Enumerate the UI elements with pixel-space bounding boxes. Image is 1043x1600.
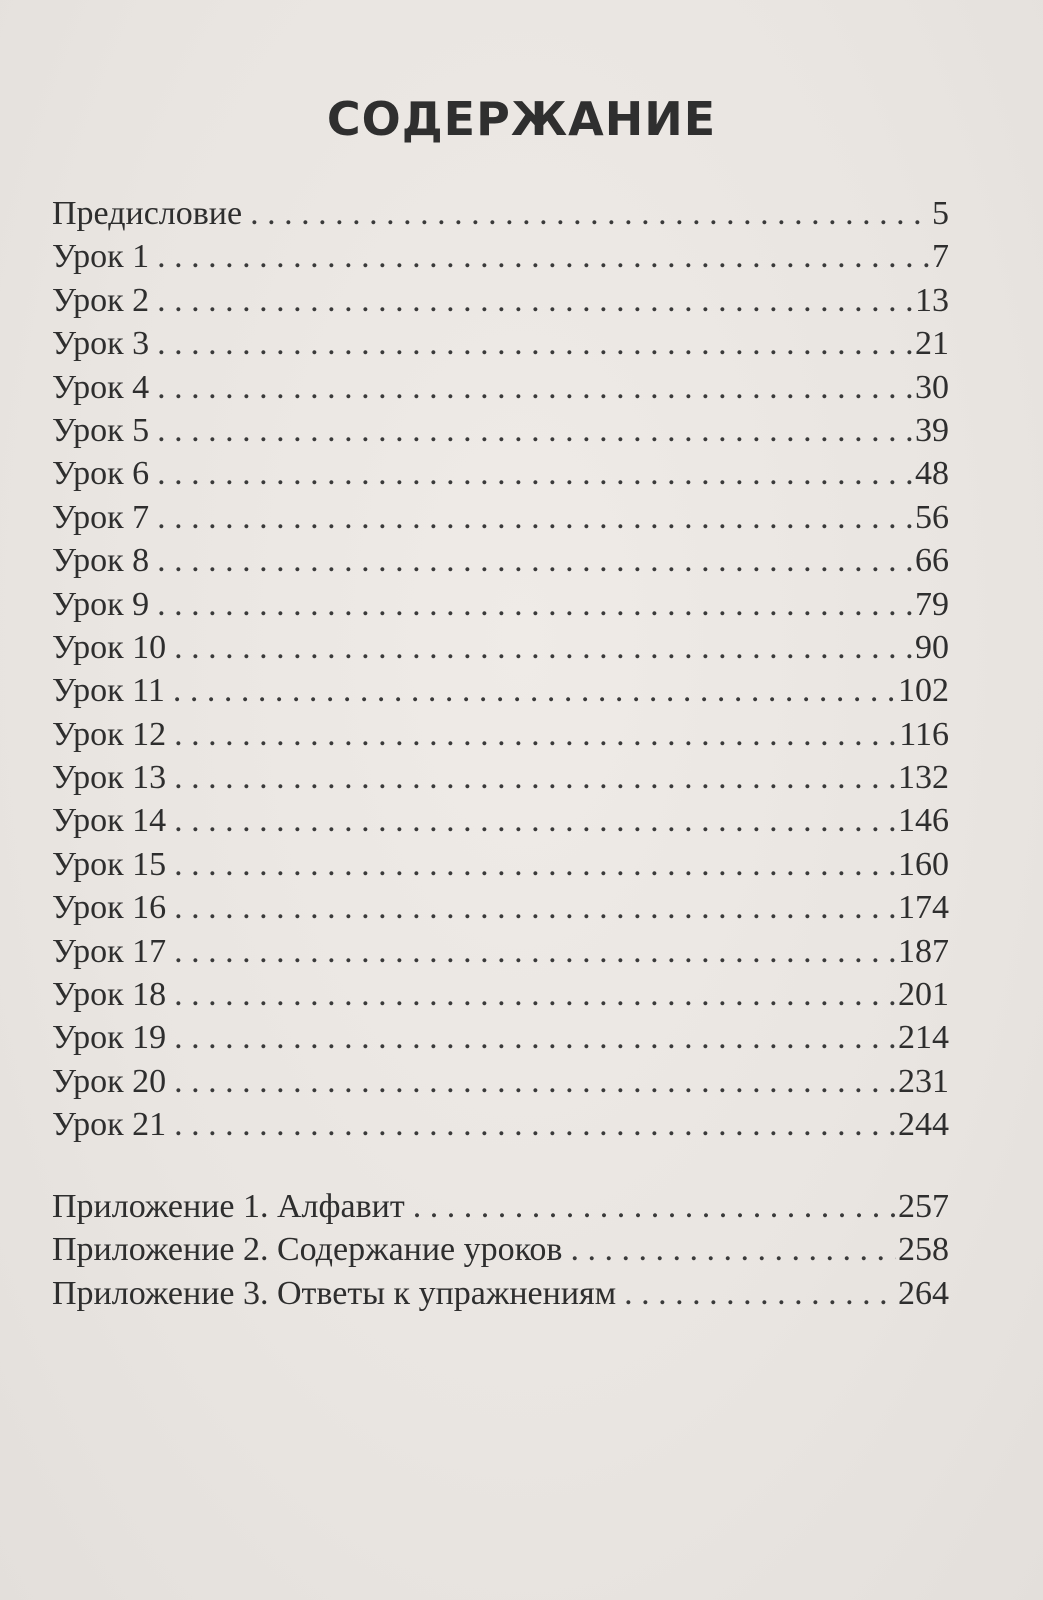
toc-entry-label: Урок 4 [52,368,150,406]
toc-entry-page-number: 231 [898,1062,949,1100]
toc-entry-label: Урок 10 [52,628,167,666]
toc-entry-label: Урок 7 [52,498,150,536]
toc-entry-page-number: 79 [915,585,949,623]
dot-leader [174,713,897,756]
toc-entry-page-number: 116 [899,715,949,753]
toc-entry-page-number: 30 [915,368,949,406]
toc-entry-page-number: 132 [898,759,949,797]
dot-leader [174,973,896,1016]
toc-entry-label: Урок 1 [52,238,150,276]
toc-entry [52,366,949,409]
toc-entry-label: Приложение 1. Алфавит [52,1188,405,1225]
dot-leader [157,235,930,278]
dot-leader [157,366,913,409]
toc-entry-label: Приложение 2. Содержание уроков [52,1231,563,1269]
toc-entry-page-number: 66 [915,542,949,580]
dot-leader [413,1185,896,1228]
toc-entry-label: Предисловие [52,195,243,232]
toc-entry-label: Урок 3 [52,325,150,363]
toc-entry [52,1103,949,1146]
dot-leader [157,279,913,322]
toc-entry-label: Урок 8 [52,542,150,580]
toc-entry [52,279,949,322]
toc-entry-page-number: 146 [898,802,949,840]
dot-leader [174,1103,896,1146]
dot-leader [174,626,913,669]
dot-leader [173,669,896,712]
toc-entry-label: Урок 19 [52,1019,167,1057]
dot-leader [157,322,913,365]
dot-leader [174,843,896,886]
page-title: СОДЕРЖАНИЕ [326,92,717,146]
dot-leader [174,799,896,842]
toc-entry-label: Урок 12 [52,715,167,753]
dot-leader [157,539,913,582]
toc-entry [52,756,949,799]
toc-entry-page-number: 214 [898,1019,949,1057]
toc-entry [52,322,949,365]
toc-entry [52,669,949,712]
toc-entry-label: Урок 18 [52,976,167,1014]
toc-entry [52,539,949,582]
toc-entry-label: Урок 15 [52,845,167,883]
toc-entry [52,1060,949,1103]
toc-entry-page-number: 5 [932,195,949,232]
toc-entry [52,973,949,1016]
toc-entry-page-number: 244 [898,1106,949,1144]
table-of-contents [52,192,949,1147]
appendix-entry [52,1272,949,1315]
toc-entry [52,496,949,539]
toc-entry-page-number: 257 [898,1188,949,1225]
appendix-entry [52,1228,949,1271]
toc-entry-label: Урок 11 [52,672,165,710]
toc-entry [52,626,949,669]
toc-entry-page-number: 48 [915,455,949,493]
toc-entry-page-number: 201 [898,976,949,1014]
dot-leader [174,886,896,929]
toc-entry [52,452,949,495]
toc-entry [52,192,949,235]
toc-entry [52,235,949,278]
toc-entry-label: Урок 5 [52,411,150,449]
toc-entry-page-number: 187 [898,932,949,970]
toc-entry-label: Урок 21 [52,1106,167,1144]
toc-entry [52,1016,949,1059]
toc-entry-label: Урок 13 [52,759,167,797]
toc-entry-page-number: 174 [898,889,949,927]
toc-entry-label: Урок 17 [52,932,167,970]
toc-entry-page-number: 90 [915,628,949,666]
appendix-entry [52,1185,949,1228]
dot-leader [174,756,896,799]
toc-entry-label: Приложение 3. Ответы к упражнениям [52,1274,617,1312]
toc-entry-label: Урок 2 [52,281,150,319]
dot-leader [157,409,913,452]
toc-entry-label: Урок 20 [52,1062,167,1100]
toc-entry-label: Урок 6 [52,455,150,493]
dot-leader [157,583,913,626]
dot-leader [174,930,896,973]
dot-leader [250,192,930,235]
dot-leader [570,1228,896,1271]
toc-entry [52,930,949,973]
toc-entry-page-number: 39 [915,411,949,449]
toc-entry [52,886,949,929]
toc-entry-label: Урок 14 [52,802,167,840]
appendix-list [52,1185,949,1315]
toc-entry-page-number: 102 [898,672,949,710]
toc-entry-label: Урок 16 [52,889,167,927]
toc-entry [52,843,949,886]
dot-leader [624,1272,896,1315]
toc-entry [52,713,949,756]
toc-entry [52,409,949,452]
dot-leader [174,1016,896,1059]
toc-entry-page-number: 258 [898,1231,949,1269]
toc-entry [52,583,949,626]
toc-entry-page-number: 13 [915,281,949,319]
toc-entry-label: Урок 9 [52,585,150,623]
dot-leader [157,496,913,539]
toc-entry-page-number: 7 [932,238,949,276]
dot-leader [174,1060,896,1103]
toc-entry-page-number: 21 [915,325,949,363]
dot-leader [157,452,913,495]
toc-entry-page-number: 264 [898,1274,949,1312]
toc-entry-page-number: 56 [915,498,949,536]
toc-entry [52,799,949,842]
toc-entry-page-number: 160 [898,845,949,883]
